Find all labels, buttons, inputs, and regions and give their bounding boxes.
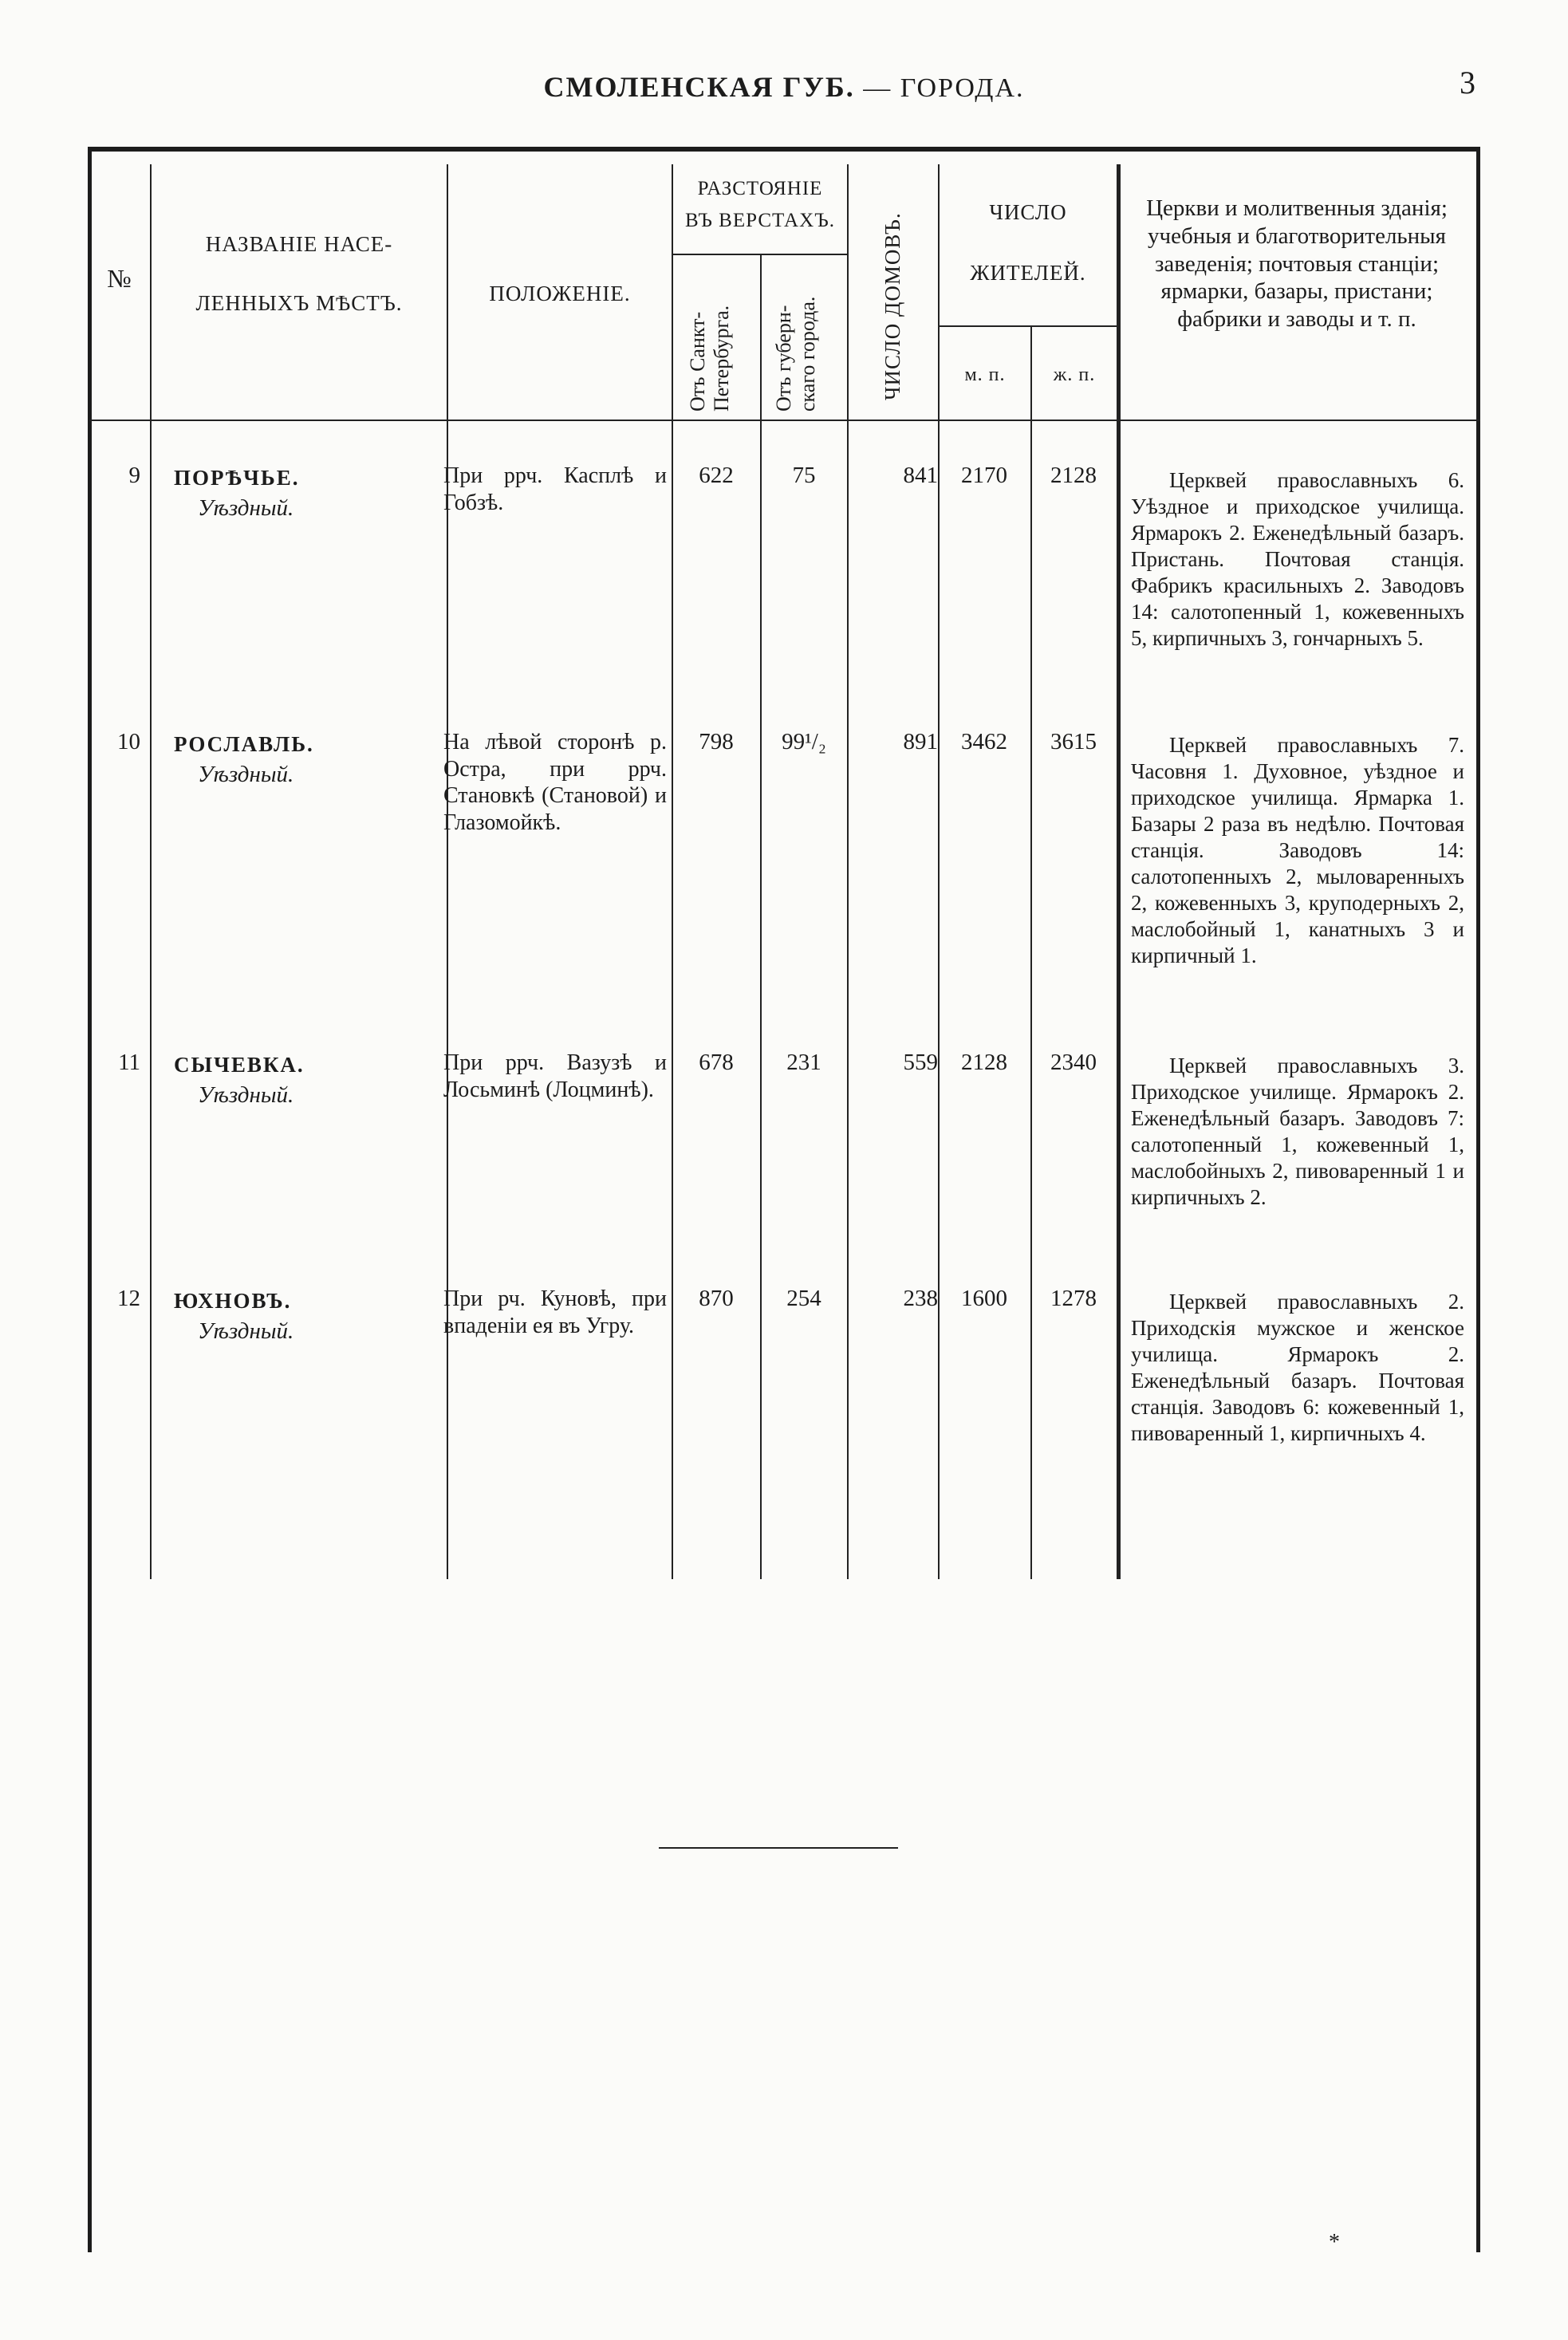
place-name: СЫЧЕВКА. (174, 1053, 305, 1077)
col-header-female: ж. п. (1053, 364, 1096, 385)
distance-gov: 254 (786, 1286, 821, 1311)
header-dash: — (863, 73, 892, 103)
col-header-from-gov (772, 260, 820, 412)
col-header-from-gov-line2: скаго города. (795, 296, 819, 412)
houses-count: 559 (903, 1050, 938, 1075)
place-name: ЮХНОВЪ. (174, 1289, 292, 1313)
male-count: 3462 (961, 729, 1007, 754)
distance-gov: 75 (792, 463, 816, 488)
row-number: 11 (118, 1050, 140, 1075)
col-header-houses: ЧИСЛО ДОМОВЪ. (881, 212, 904, 400)
place-cell (174, 466, 445, 522)
position-cell: При ррч. Касплѣ и Гобзѣ. (443, 463, 667, 515)
distance-gov: 231 (786, 1050, 821, 1075)
position-cell: На лѣвой сторонѣ р. Остра, при ррч. Становкѣ (Становой) и Глазомойкѣ. (443, 730, 667, 835)
col-divider-residents (1117, 164, 1121, 1579)
col-header-name (152, 231, 447, 317)
col-divider-name (447, 164, 448, 1579)
col-divider-position (672, 164, 673, 1579)
notes-cell: Церквей православныхъ 7. Часовня 1. Духовное, уѣздное и приходское училища. Ярмарка 1. Базары 2 раза въ недѣлю. Почтовая станція. Заводовъ 14: салотопенныхъ 2, мыловаренныхъ 2, кожевенныхъ 3, круподерныхъ 2, маслобойный 1, канатныхъ 3 и кирпичный 1. (1131, 733, 1464, 967)
signature-mark: * (1329, 2230, 1340, 2255)
female-count: 2340 (1050, 1050, 1097, 1075)
male-count: 2170 (961, 463, 1007, 488)
col-header-distance-line1: РАЗСТОЯНІЕ (697, 178, 823, 199)
distance-spb: 678 (699, 1050, 734, 1075)
col-divider-male (1030, 327, 1032, 1579)
notes-cell: Церквей православныхъ 2. Приходскія мужское и женское училища. Ярмарокъ 2. Еженедѣльный базаръ. Почтовая станція. Заводовъ 6: кожевенный 1, пивоваренный 1, кирпичныхъ 4. (1131, 1290, 1464, 1445)
col-header-residents (940, 199, 1117, 286)
place-cell (174, 732, 445, 788)
distance-spb: 798 (699, 729, 734, 754)
section-title: ГОРОДА. (900, 73, 1025, 103)
col-header-male: м. п. (964, 364, 1006, 385)
col-divider-num (150, 164, 152, 1579)
col-header-from-gov-line1: Отъ губерн- (772, 305, 795, 412)
residents-header-rule (938, 325, 1118, 327)
distance-spb: 870 (699, 1286, 734, 1311)
place-kind: Уѣздный. (198, 495, 294, 521)
row-number: 12 (117, 1286, 140, 1311)
male-count: 2128 (961, 1050, 1007, 1075)
male-count: 1600 (961, 1286, 1007, 1311)
col-divider-distance (847, 164, 849, 1579)
houses-count: 891 (903, 729, 938, 754)
header-bottom-rule (89, 420, 1480, 421)
closing-rule (659, 1847, 898, 1849)
running-head (0, 70, 1568, 104)
distance-header-rule (672, 254, 847, 255)
position-cell: При ррч. Вазузѣ и Лосьминѣ (Лоцминѣ). (443, 1050, 667, 1102)
place-kind: Уѣздный. (198, 762, 294, 787)
row-number: 10 (117, 729, 140, 754)
distance-gov: 99¹/₂ (782, 729, 826, 754)
female-count: 2128 (1050, 463, 1097, 488)
col-header-residents-line1: ЧИСЛО (989, 200, 1067, 224)
female-count: 1278 (1050, 1286, 1097, 1311)
col-header-notes: Церкви и молитвенныя зданія; учебныя и благотворительныя заведенія; почтовыя станціи; ярмарки, базары, пристани; фабрики и заводы и т. п. (1146, 195, 1448, 333)
col-header-distance-line2: ВЪ ВЕРСТАХЪ. (684, 210, 836, 231)
col-header-position: ПОЛОЖЕНІЕ. (489, 282, 631, 305)
notes-cell: Церквей православныхъ 6. Уѣздное и приходское училища. Ярмарокъ 2. Еженедѣльный базаръ. Пристань. Почтовая станція. Фабрикъ красильныхъ 2. Заводовъ 14: салотопенный 1, кожевенныхъ 5, кирпичныхъ 3, гончарныхъ 5. (1131, 468, 1464, 650)
col-header-from-spb (686, 260, 734, 412)
row-number: 9 (128, 463, 140, 488)
place-name: ПОРѢЧЬЕ. (174, 466, 300, 490)
place-cell (174, 1289, 445, 1345)
col-header-from-spb-line1: Отъ Санкт- (686, 311, 709, 412)
distance-spb: 622 (699, 463, 734, 488)
place-cell (174, 1053, 445, 1109)
col-header-residents-line2: ЖИТЕЛЕЙ. (970, 261, 1086, 286)
col-header-name-line2: ЛЕННЫХЪ МѢСТЪ. (195, 291, 403, 316)
col-header-name-line1: НАЗВАНІЕ НАСЕ- (205, 232, 393, 256)
houses-count: 841 (903, 463, 938, 488)
notes-cell: Церквей православныхъ 3. Приходское училище. Ярмарокъ 2. Еженедѣльный базаръ. Заводовъ 7: салотопенный 1, кожевенный 1, маслобойныхъ 2, пивоваренный 1 и кирпичныхъ 2. (1131, 1054, 1464, 1209)
female-count: 3615 (1050, 729, 1097, 754)
position-cell: При рч. Куновѣ, при впаденіи ея въ Угру. (443, 1286, 667, 1338)
col-header-num: № (107, 264, 132, 293)
place-kind: Уѣздный. (198, 1318, 294, 1344)
col-header-from-spb-line2: Петербурга. (709, 305, 733, 412)
col-divider-spb (760, 255, 762, 1579)
place-kind: Уѣздный. (198, 1082, 294, 1108)
houses-count: 238 (903, 1286, 938, 1311)
page-number: 3 (1460, 65, 1475, 100)
col-header-distance (673, 177, 847, 233)
province-title: СМОЛЕНСКАЯ ГУБ. (543, 71, 855, 103)
place-name: РОСЛАВЛЬ. (174, 732, 314, 756)
